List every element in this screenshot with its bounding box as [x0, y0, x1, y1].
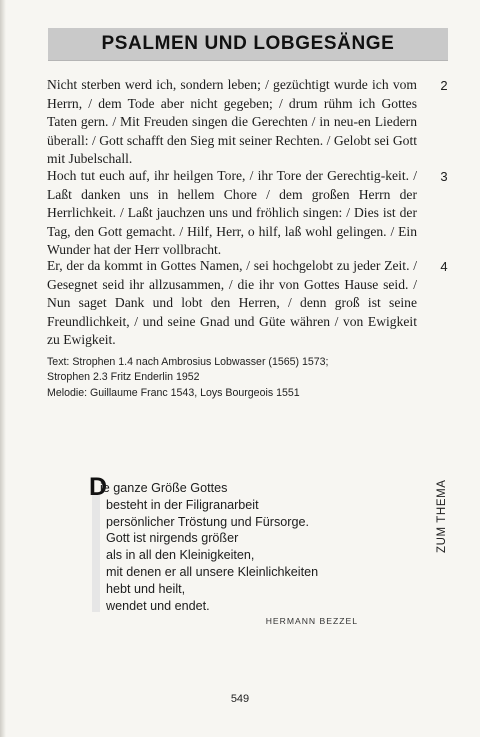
- stanza-text: Er, der da kommt in Gottes Namen, / sei hochgelobt zu jeder Zeit. / Gesegnet seid ihr allzusammen, / die ihr von Gottes Hause seid. / Nun saget Dank und lobt den Herren, / denn groß ist seine Freundlichkeit, / und seine Gnad und Güte währen / von Ewigkeit zu Ewigkeit.: [47, 258, 417, 348]
- quote-line: als in all den Kleinigkeiten,: [106, 548, 255, 563]
- quote-line: mit denen er all unsere Kleinlichkeiten: [106, 564, 319, 579]
- quote-line: besteht in der Filigranarbeit: [106, 497, 259, 512]
- quote-line: Gott ist nirgends größer: [106, 531, 239, 546]
- quote-line: hebt und heilt,: [106, 581, 186, 596]
- stanza-2: [47, 76, 417, 169]
- quote-bar: [92, 494, 100, 612]
- quote-line: persönlicher Tröstung und Fürsorge.: [106, 514, 310, 529]
- quote-block: [100, 480, 406, 614]
- credits: [47, 355, 427, 401]
- side-label-zum-thema: ZUM THEMA: [436, 479, 448, 553]
- page-edge: [0, 0, 6, 737]
- credit-text: Text: Strophen 1.4 nach Ambrosius Lobwasser (1565) 1573;: [47, 356, 329, 368]
- verse-number: 2: [440, 78, 448, 93]
- stanza-text: Hoch tut euch auf, ihr heilgen Tore, / ihr Tore der Gerechtig-keit. / Laßt danken uns in hellem Chore / dem großen Herrn der Herrlichkeit. / Laßt jauchzen uns und fröhlich singen: / Dies ist der Tag, den Gott gemacht. / Hilf, Herr, o hilf, laß wohl gelingen. / Ein Wunder hat der Herr vollbracht.: [47, 168, 417, 258]
- quote-initial: D: [89, 473, 108, 501]
- stanza-3: [47, 167, 417, 260]
- stanza-4: [47, 257, 417, 350]
- quote-line: wendet und endet.: [106, 598, 210, 613]
- page-number: 549: [230, 693, 250, 705]
- quote-author: HERMANN BEZZEL: [265, 616, 358, 626]
- section-title: PSALMEN UND LOBGESÄNGE: [101, 33, 395, 54]
- stanza-text: Nicht sterben werd ich, sondern leben; / gezüchtigt wurde ich vom Herrn, / dem Tode aber nicht gegeben; / drum rühm ich Gottes Taten gern. / Mit Freuden singen die Gerechten / in neu-en Liedern überall: / Gott schafft den Sieg mit seiner Rechten. / Gelobt sei Gott mit Jubelschall.: [47, 77, 417, 167]
- quote-line: ie ganze Größe Gottes: [100, 481, 228, 495]
- credit-melody: Melodie: Guillaume Franc 1543, Loys Bourgeois 1551: [47, 386, 300, 399]
- credit-text: Strophen 2.3 Fritz Enderlin 1952: [47, 371, 200, 384]
- verse-number: 4: [440, 259, 448, 274]
- verse-number: 3: [440, 169, 448, 184]
